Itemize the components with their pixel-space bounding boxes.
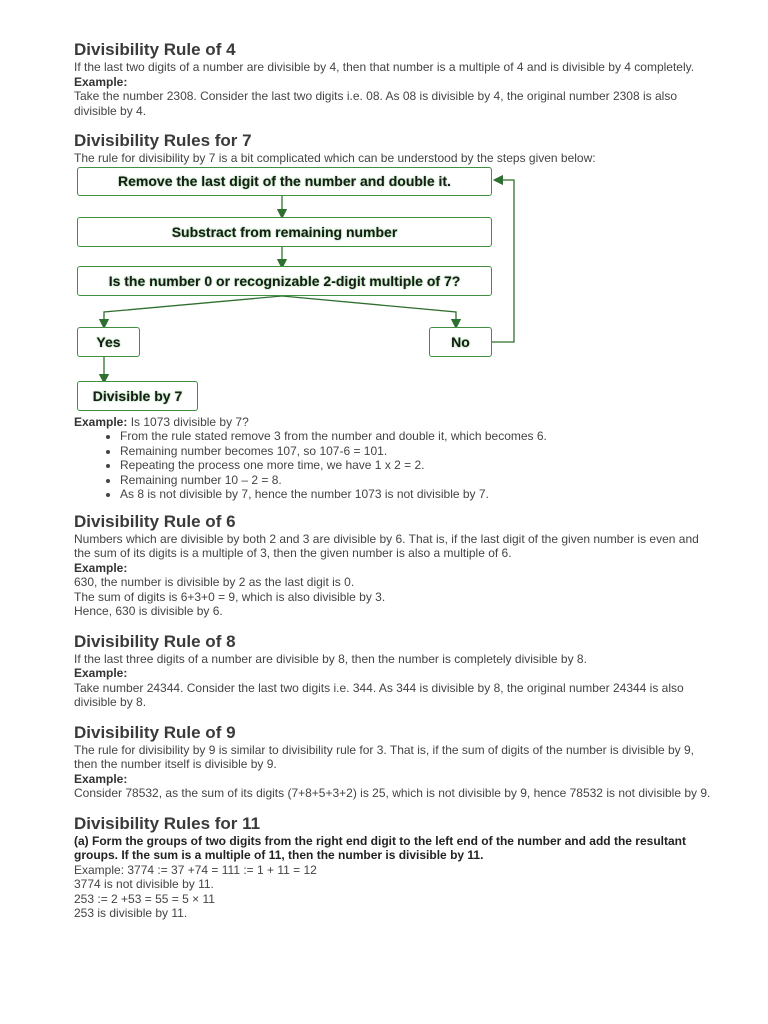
heading-rule-7: Divisibility Rules for 7 — [74, 131, 252, 150]
flow-step-check-multiple: Is the number 0 or recognizable 2-digit multiple of 7? — [77, 266, 492, 296]
rule-7-example — [74, 415, 714, 430]
rule-7-example-label: Example: — [74, 414, 128, 429]
list-item: • From the rule stated remove 3 from the number and double it, which becomes 6. — [120, 429, 714, 444]
rule-7-steps-list — [74, 429, 714, 502]
rule-11-line: 253 is divisible by 11. — [74, 906, 188, 920]
rule-9-example-text: Consider 78532, as the sum of its digits (7+8+5+3+2) is 25, which is not divisible by 9, hence 78532 is not divisible by 9. — [74, 786, 711, 800]
section-rule-8 — [74, 632, 714, 710]
arrow-to-yes — [104, 296, 282, 324]
rule-6-line: Hence, 630 is divisible by 6. — [74, 604, 223, 618]
rule-4-example-text: Take the number 2308. Consider the last two digits i.e. 08. As 08 is divisible by 4, the original number 2308 is also divisible by 4. — [74, 89, 678, 118]
rule-6-line: 630, the number is divisible by 2 as the last digit is 0. — [74, 575, 355, 589]
flow-step-remove-double: Remove the last digit of the number and double it. — [77, 167, 492, 196]
rule-6-text: Numbers which are divisible by both 2 and 3 are divisible by 6. That is, if the last digit of the given number is even and the sum of its digits is a multiple of 3, then the given number is also a multiple of 6. — [74, 531, 699, 560]
rule-4-example-label: Example: — [74, 74, 128, 89]
section-rule-4 — [74, 40, 714, 118]
rule-7-flowchart — [74, 167, 534, 415]
rule-6-line: The sum of digits is 6+3+0 = 9, which is also divisible by 3. — [74, 589, 386, 604]
list-item: • Remaining number becomes 107, so 107-6 = 101. — [120, 444, 714, 459]
document-page — [74, 40, 714, 934]
heading-rule-8: Divisibility Rule of 8 — [74, 631, 236, 651]
rule-9-example-label: Example: — [74, 771, 128, 786]
rule-8-example-text: Take number 24344. Consider the last two digits i.e. 344. As 344 is divisible by 8, the original number 24344 is also divisible by 8. — [74, 680, 684, 709]
arrow-to-no — [282, 296, 456, 324]
rule-4-text: If the last two digits of a number are divisible by 4, then that number is a multiple of 4 and is divisible by 4 completely. — [74, 60, 695, 74]
rule-8-text: If the last three digits of a number are divisible by 8, then the number is completely divisible by 8. — [74, 651, 587, 666]
arrow-no-loop — [490, 180, 514, 342]
rule-11-line: 253 := 2 +53 = 55 = 5 × 11 — [74, 891, 215, 906]
flow-step-subtract: Substract from remaining number — [77, 217, 492, 247]
rule-9-text: The rule for divisibility by 9 is similar to divisibility rule for 3. That is, if the sum of digits of the number is divisible by 9, then the number itself is divisible by 9. — [74, 742, 695, 771]
list-item: • Remaining number 10 – 2 = 8. — [120, 473, 714, 488]
rule-6-example-label: Example: — [74, 560, 128, 575]
heading-rule-4: Divisibility Rule of 4 — [74, 40, 236, 59]
list-item: • As 8 is not divisible by 7, hence the number 1073 is not divisible by 7. — [120, 487, 714, 502]
flow-yes-box: Yes — [77, 327, 140, 357]
heading-rule-6: Divisibility Rule of 6 — [74, 511, 236, 531]
rule-11-text: (a) Form the groups of two digits from the right end digit to the left end of the number and add the resultant groups. If the sum is a multiple of 11, then the number is divisible by 11. — [74, 833, 686, 862]
rule-8-example-label: Example: — [74, 666, 128, 680]
rule-7-text: The rule for divisibility by 7 is a bit complicated which can be understood by the steps given below: — [74, 151, 596, 165]
flow-result-divisible: Divisible by 7 — [77, 381, 198, 411]
heading-rule-9: Divisibility Rule of 9 — [74, 722, 236, 742]
section-rule-6 — [74, 512, 714, 619]
section-rule-7 — [74, 131, 714, 502]
list-item: • Repeating the process one more time, we have 1 x 2 = 2. — [120, 458, 714, 473]
rule-11-line: Example: 3774 := 37 +74 = 111 := 1 + 11 = 12 — [74, 862, 317, 877]
rule-11-line: 3774 is not divisible by 11. — [74, 877, 214, 891]
section-rule-11 — [74, 814, 714, 921]
heading-rule-11: Divisibility Rules for 11 — [74, 813, 261, 833]
flow-no-box: No — [429, 327, 492, 357]
rule-7-example-text: Is 1073 divisible by 7? — [130, 414, 249, 429]
section-rule-9 — [74, 723, 714, 801]
